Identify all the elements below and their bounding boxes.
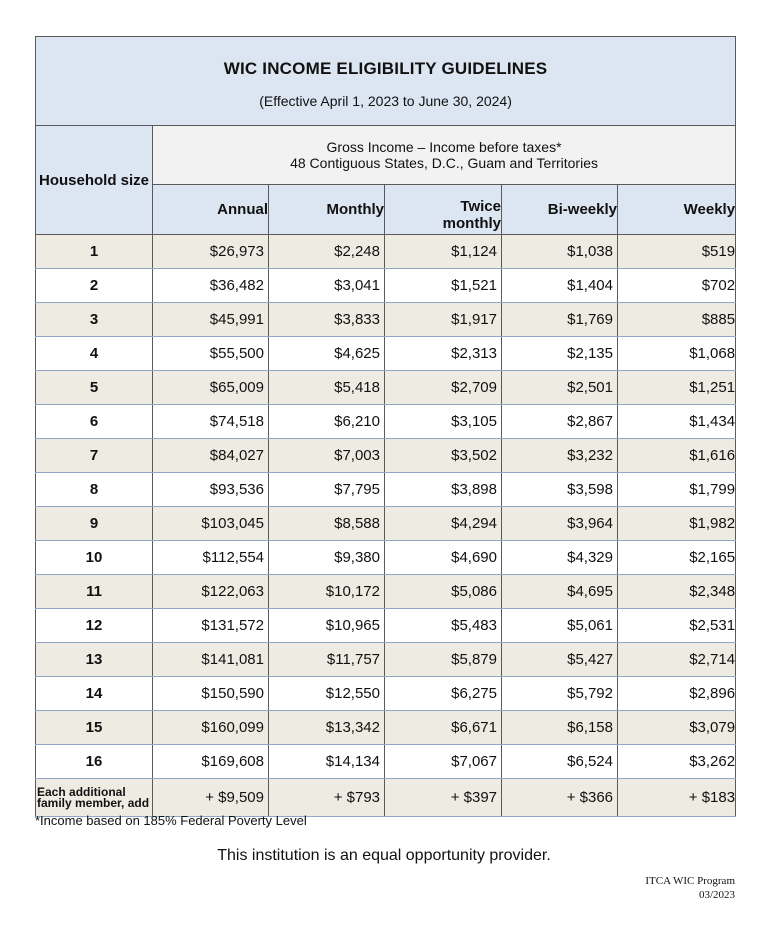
table-row — [36, 745, 736, 779]
household-size-cell: 9 — [36, 507, 153, 541]
annual-income-cell: $65,009 — [153, 371, 269, 405]
column-header-monthly: Monthly — [269, 185, 385, 235]
household-size-cell: 12 — [36, 609, 153, 643]
biweekly-income-cell: $1,404 — [502, 269, 618, 303]
table-row — [36, 303, 736, 337]
monthly-income-cell: $10,965 — [269, 609, 385, 643]
twice-income-cell: $1,917 — [385, 303, 502, 337]
monthly-income-cell: $14,134 — [269, 745, 385, 779]
twice-income-cell: $5,086 — [385, 575, 502, 609]
additional-member-label: Each additional family member, add — [36, 779, 153, 817]
annual-income-cell: $55,500 — [153, 337, 269, 371]
household-size-cell: 13 — [36, 643, 153, 677]
twice-income-cell: $5,483 — [385, 609, 502, 643]
weekly-income-cell: $1,799 — [618, 473, 736, 507]
biweekly-income-cell: $3,964 — [502, 507, 618, 541]
title-cell — [36, 37, 736, 126]
column-header-weekly: Weekly — [618, 185, 736, 235]
monthly-income-cell: $11,757 — [269, 643, 385, 677]
weekly-income-cell: $2,531 — [618, 609, 736, 643]
additional-member-row — [36, 779, 736, 817]
annual-income-cell: $45,991 — [153, 303, 269, 337]
twice-income-cell: $4,294 — [385, 507, 502, 541]
page-title: WIC INCOME ELIGIBILITY GUIDELINES — [223, 59, 548, 78]
household-size-cell: 16 — [36, 745, 153, 779]
annual-income-cell: $131,572 — [153, 609, 269, 643]
table-row — [36, 371, 736, 405]
annual-income-cell: $84,027 — [153, 439, 269, 473]
weekly-income-cell: $3,262 — [618, 745, 736, 779]
additional-biweekly-cell: + $366 — [502, 779, 618, 817]
twice-income-cell: $1,521 — [385, 269, 502, 303]
biweekly-income-cell: $5,427 — [502, 643, 618, 677]
weekly-income-cell: $3,079 — [618, 711, 736, 745]
household-size-cell: 11 — [36, 575, 153, 609]
biweekly-income-cell: $5,792 — [502, 677, 618, 711]
weekly-income-cell: $1,616 — [618, 439, 736, 473]
weekly-income-cell: $2,348 — [618, 575, 736, 609]
monthly-income-cell: $3,041 — [269, 269, 385, 303]
household-size-cell: 5 — [36, 371, 153, 405]
biweekly-income-cell: $6,158 — [502, 711, 618, 745]
annual-income-cell: $122,063 — [153, 575, 269, 609]
biweekly-income-cell: $2,867 — [502, 405, 618, 439]
biweekly-income-cell: $5,061 — [502, 609, 618, 643]
additional-weekly-cell: + $183 — [618, 779, 736, 817]
annual-income-cell: $150,590 — [153, 677, 269, 711]
biweekly-income-cell: $1,769 — [502, 303, 618, 337]
weekly-income-cell: $885 — [618, 303, 736, 337]
program-info — [645, 874, 735, 902]
table-row — [36, 235, 736, 269]
biweekly-income-cell: $4,329 — [502, 541, 618, 575]
household-size-cell: 8 — [36, 473, 153, 507]
annual-income-cell: $36,482 — [153, 269, 269, 303]
annual-income-cell: $141,081 — [153, 643, 269, 677]
annual-income-cell: $93,536 — [153, 473, 269, 507]
income-guidelines-table — [35, 36, 736, 817]
annual-income-cell: $26,973 — [153, 235, 269, 269]
annual-income-cell: $160,099 — [153, 711, 269, 745]
household-size-cell: 4 — [36, 337, 153, 371]
twice-income-cell: $6,671 — [385, 711, 502, 745]
monthly-income-cell: $5,418 — [269, 371, 385, 405]
weekly-income-cell: $1,068 — [618, 337, 736, 371]
program-name: ITCA WIC Program — [645, 875, 735, 887]
biweekly-income-cell: $1,038 — [502, 235, 618, 269]
monthly-income-cell: $12,550 — [269, 677, 385, 711]
weekly-income-cell: $2,896 — [618, 677, 736, 711]
weekly-income-cell: $2,165 — [618, 541, 736, 575]
twice-income-cell: $1,124 — [385, 235, 502, 269]
table-row — [36, 473, 736, 507]
additional-annual-cell: + $9,509 — [153, 779, 269, 817]
table-row — [36, 541, 736, 575]
household-size-cell: 6 — [36, 405, 153, 439]
monthly-income-cell: $6,210 — [269, 405, 385, 439]
effective-dates: (Effective April 1, 2023 to June 30, 2024) — [259, 93, 512, 109]
biweekly-income-cell: $3,232 — [502, 439, 618, 473]
biweekly-income-cell: $4,695 — [502, 575, 618, 609]
table-row — [36, 643, 736, 677]
program-date: 03/2023 — [698, 889, 735, 901]
twice-income-cell: $3,105 — [385, 405, 502, 439]
additional-monthly-cell: + $793 — [269, 779, 385, 817]
monthly-income-cell: $10,172 — [269, 575, 385, 609]
monthly-income-cell: $13,342 — [269, 711, 385, 745]
twice-income-cell: $6,275 — [385, 677, 502, 711]
weekly-income-cell: $1,434 — [618, 405, 736, 439]
household-size-header: Household size — [36, 126, 153, 235]
twice-income-cell: $2,709 — [385, 371, 502, 405]
twice-income-cell: $5,879 — [385, 643, 502, 677]
column-header-twice-monthly: Twice monthly — [385, 185, 502, 235]
table-row — [36, 575, 736, 609]
twice-income-cell: $2,313 — [385, 337, 502, 371]
annual-income-cell: $74,518 — [153, 405, 269, 439]
gross-income-line1: Gross Income – Income before taxes* — [326, 139, 562, 155]
column-header-annual: Annual — [153, 185, 269, 235]
weekly-income-cell: $702 — [618, 269, 736, 303]
weekly-income-cell: $2,714 — [618, 643, 736, 677]
additional-twice-cell: + $397 — [385, 779, 502, 817]
biweekly-income-cell: $3,598 — [502, 473, 618, 507]
table-row — [36, 677, 736, 711]
biweekly-income-cell: $2,501 — [502, 371, 618, 405]
biweekly-income-cell: $2,135 — [502, 337, 618, 371]
table-row — [36, 269, 736, 303]
weekly-income-cell: $519 — [618, 235, 736, 269]
monthly-income-cell: $3,833 — [269, 303, 385, 337]
twice-income-cell: $3,898 — [385, 473, 502, 507]
household-size-cell: 15 — [36, 711, 153, 745]
monthly-income-cell: $7,795 — [269, 473, 385, 507]
footnote: *Income based on 185% Federal Poverty Level — [35, 813, 307, 828]
annual-income-cell: $112,554 — [153, 541, 269, 575]
annual-income-cell: $103,045 — [153, 507, 269, 541]
monthly-income-cell: $2,248 — [269, 235, 385, 269]
gross-income-header — [153, 126, 736, 185]
table-body — [36, 235, 736, 817]
table-row — [36, 609, 736, 643]
equal-opportunity-statement: This institution is an equal opportunity provider. — [217, 847, 551, 864]
twice-income-cell: $7,067 — [385, 745, 502, 779]
household-size-cell: 10 — [36, 541, 153, 575]
monthly-income-cell: $7,003 — [269, 439, 385, 473]
household-size-cell: 14 — [36, 677, 153, 711]
monthly-income-cell: $4,625 — [269, 337, 385, 371]
weekly-income-cell: $1,982 — [618, 507, 736, 541]
biweekly-income-cell: $6,524 — [502, 745, 618, 779]
monthly-income-cell: $9,380 — [269, 541, 385, 575]
household-size-cell: 7 — [36, 439, 153, 473]
weekly-income-cell: $1,251 — [618, 371, 736, 405]
twice-income-cell: $4,690 — [385, 541, 502, 575]
table-row — [36, 337, 736, 371]
table-row — [36, 439, 736, 473]
household-size-cell: 2 — [36, 269, 153, 303]
annual-income-cell: $169,608 — [153, 745, 269, 779]
household-size-cell: 3 — [36, 303, 153, 337]
household-size-cell: 1 — [36, 235, 153, 269]
table-row — [36, 507, 736, 541]
twice-income-cell: $3,502 — [385, 439, 502, 473]
column-header-biweekly: Bi-weekly — [502, 185, 618, 235]
table-row — [36, 405, 736, 439]
monthly-income-cell: $8,588 — [269, 507, 385, 541]
table-row — [36, 711, 736, 745]
gross-income-line2: 48 Contiguous States, D.C., Guam and Territories — [290, 155, 598, 171]
